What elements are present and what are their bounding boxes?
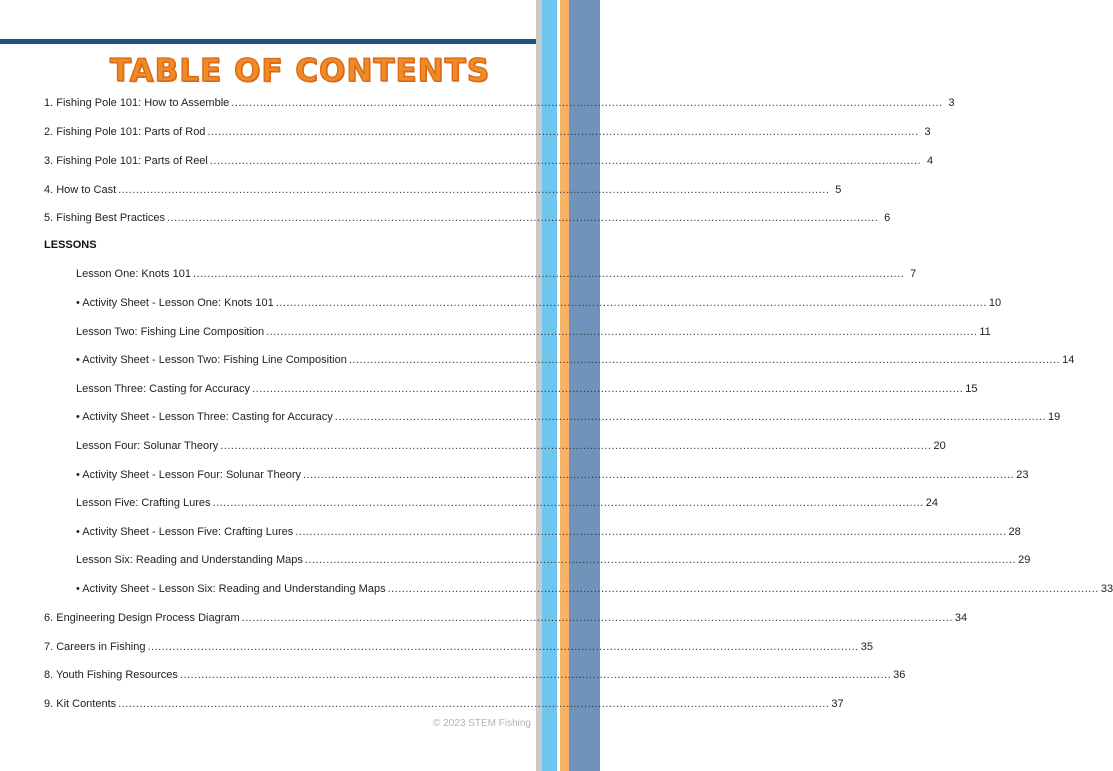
- toc-entry-page: 36: [893, 669, 906, 681]
- leader-dots: ........................................................................................................................................................................................................: [212, 497, 924, 509]
- copyright-footer: © 2023 STEM Fishing: [433, 718, 531, 729]
- leader-dots: ........................................................................................................................................................................................................: [207, 126, 919, 138]
- toc-entry-label: • Activity Sheet - Lesson Two: Fishing Line Composition: [76, 354, 347, 366]
- leader-dots: ........................................................................................................................................................................................................: [118, 184, 830, 196]
- toc-entry[interactable]: [44, 154, 934, 168]
- toc-entry[interactable]: [44, 183, 842, 197]
- toc-entry-page: 10: [988, 297, 1002, 309]
- toc-entry-page: 37: [831, 698, 844, 710]
- toc-entry-label: 5. Fishing Best Practices: [44, 212, 166, 224]
- toc-entry-label: 9. Kit Contents: [44, 698, 117, 710]
- toc-entry-page: 35: [860, 641, 873, 653]
- toc-lesson-entry[interactable]: [76, 382, 978, 396]
- toc-entry[interactable]: [44, 211, 891, 225]
- toc-entry[interactable]: [44, 697, 844, 711]
- toc-entry-page: 14: [1062, 354, 1075, 366]
- toc-activity-entry[interactable]: [76, 468, 1029, 482]
- toc-activity-entry[interactable]: [76, 410, 1061, 424]
- toc-entry-page: 33: [1100, 583, 1113, 595]
- toc-entry-page: 29: [1018, 554, 1031, 566]
- leader-dots: ........................................................................................................................................................................................................: [220, 440, 932, 452]
- toc-entry-label: 3. Fishing Pole 101: Parts of Reel: [44, 155, 208, 167]
- toc-entry-page: 3: [924, 126, 931, 138]
- toc-entry[interactable]: [44, 668, 906, 682]
- lessons-heading: LESSONS: [44, 239, 97, 251]
- toc-lesson-entry[interactable]: [76, 439, 946, 453]
- toc-entry-label: • Activity Sheet - Lesson One: Knots 101: [76, 297, 274, 309]
- toc-entry-label: Lesson One: Knots 101: [76, 268, 191, 280]
- toc-entry[interactable]: [44, 96, 955, 110]
- leader-dots: ........................................................................................................................................................................................................: [118, 698, 830, 710]
- toc-entry-page: 7: [910, 268, 917, 280]
- leader-dots: ........................................................................................................................................................................................................: [209, 155, 922, 167]
- top-divider-bar: [0, 39, 536, 44]
- leader-dots: ........................................................................................................................................................................................................: [241, 612, 953, 624]
- toc-entry-page: 20: [933, 440, 946, 452]
- toc-activity-entry[interactable]: [76, 353, 1075, 367]
- leader-dots: ........................................................................................................................................................................................................: [275, 297, 987, 309]
- leader-dots: ........................................................................................................................................................................................................: [252, 383, 964, 395]
- toc-entry-label: 1. Fishing Pole 101: How to Assemble: [44, 97, 230, 109]
- leader-dots: ........................................................................................................................................................................................................: [304, 554, 1017, 566]
- leader-dots: ........................................................................................................................................................................................................: [147, 641, 859, 653]
- toc-entry-label: 2. Fishing Pole 101: Parts of Rod: [44, 126, 206, 138]
- toc-entry-label: • Activity Sheet - Lesson Six: Reading and Understanding Maps: [76, 583, 386, 595]
- toc-entry-page: 24: [925, 497, 938, 509]
- toc-entry[interactable]: [44, 640, 873, 654]
- toc-entry-page: 15: [965, 383, 978, 395]
- leader-dots: ........................................................................................................................................................................................................: [167, 212, 879, 224]
- toc-activity-entry[interactable]: [76, 525, 1021, 539]
- toc-entry-label: • Activity Sheet - Lesson Four: Solunar Theory: [76, 469, 301, 481]
- leader-dots: ........................................................................................................................................................................................................: [179, 669, 892, 681]
- toc-entry-page: 5: [835, 184, 842, 196]
- toc-entry-label: • Activity Sheet - Lesson Three: Casting for Accuracy: [76, 411, 333, 423]
- leader-dots: ........................................................................................................................................................................................................: [348, 354, 1061, 366]
- toc-lesson-entry[interactable]: [76, 553, 1031, 567]
- toc-entry[interactable]: [44, 611, 968, 625]
- toc-entry-label: Lesson Five: Crafting Lures: [76, 497, 211, 509]
- toc-entry[interactable]: [44, 125, 931, 139]
- toc-entry-page: 3: [948, 97, 955, 109]
- leader-dots: ........................................................................................................................................................................................................: [302, 469, 1015, 481]
- toc-entry-label: 4. How to Cast: [44, 184, 117, 196]
- toc-lesson-entry[interactable]: [76, 267, 917, 281]
- leader-dots: ........................................................................................................................................................................................................: [295, 526, 1007, 538]
- toc-entry-label: Lesson Six: Reading and Understanding Maps: [76, 554, 303, 566]
- toc-lesson-entry[interactable]: [76, 496, 938, 510]
- toc-entry-page: 23: [1016, 469, 1029, 481]
- toc-entry-page: 28: [1008, 526, 1021, 538]
- toc-entry-label: Lesson Two: Fishing Line Composition: [76, 326, 265, 338]
- toc-entry-page: 19: [1048, 411, 1061, 423]
- toc-entry-page: 4: [926, 155, 934, 167]
- toc-lesson-entry[interactable]: [76, 325, 991, 339]
- toc-entry-page: 11: [979, 326, 991, 338]
- toc-activity-entry[interactable]: [76, 582, 1113, 596]
- leader-dots: ........................................................................................................................................................................................................: [192, 268, 905, 280]
- toc-entry-label: Lesson Four: Solunar Theory: [76, 440, 219, 452]
- toc-activity-entry[interactable]: [76, 296, 1002, 310]
- toc-entry-label: 8. Youth Fishing Resources: [44, 669, 178, 681]
- toc-entry-page: 6: [884, 212, 891, 224]
- toc-entry-label: 6. Engineering Design Process Diagram: [44, 612, 240, 624]
- toc-entry-label: 7. Careers in Fishing: [44, 641, 146, 653]
- toc-entry-label: Lesson Three: Casting for Accuracy: [76, 383, 251, 395]
- page-title: TABLE OF CONTENTS: [109, 53, 491, 89]
- toc-entry-page: 34: [954, 612, 968, 624]
- leader-dots: ........................................................................................................................................................................................................: [266, 326, 978, 338]
- leader-dots: ........................................................................................................................................................................................................: [387, 583, 1099, 595]
- leader-dots: ........................................................................................................................................................................................................: [231, 97, 943, 109]
- leader-dots: ........................................................................................................................................................................................................: [334, 411, 1046, 423]
- toc-entry-label: • Activity Sheet - Lesson Five: Crafting Lures: [76, 526, 294, 538]
